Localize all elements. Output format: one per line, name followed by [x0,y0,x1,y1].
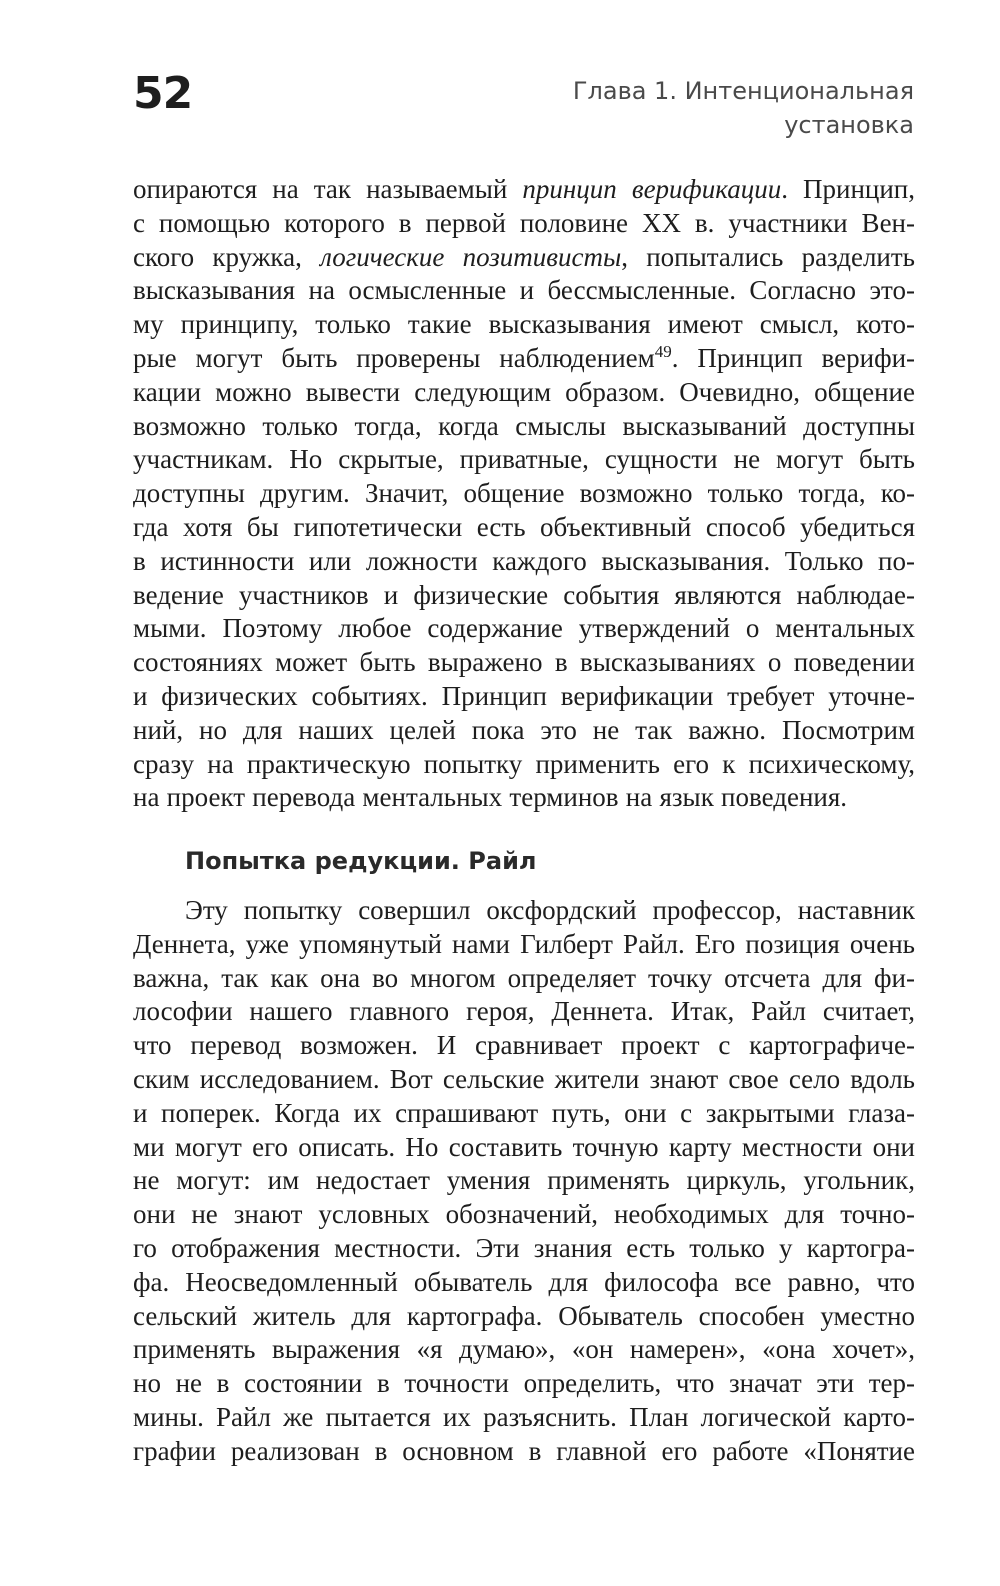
text-line: на проект перевода ментальных терминов на язык поведения. [133,782,848,813]
chapter-title-line: Глава 1. Интенциональная [572,77,914,105]
text-line: кации можно вывести следующим образом. Очевидно, общение [133,376,915,407]
text-line: ми могут его описать. Но составить точную карту местности они [133,1131,915,1162]
text-line: сразу на практическую попытку применить его к психическому, [133,748,915,779]
text-line: опираются на так называемый принцип верификации. Принцип, [133,174,916,204]
italic-term: принцип верификации [522,174,782,204]
text-line: Эту попытку совершил оксфордский профессор, наставник [185,895,915,925]
text-line: фа. Неосведомленный обыватель для философа все равно, что [133,1266,915,1297]
text-line: Деннета, уже упомянутый нами Гилберт Райл. Его позиция очень [133,928,915,959]
footnote-reference[interactable]: 49 [654,341,672,361]
text-line: и физических событиях. Принцип верификации требует уточне- [133,680,915,711]
text-line: но не в состоянии в точности определить, что значат эти тер- [133,1368,915,1399]
text-line: мины. Райл же пытается их разъяснить. План логической карто- [133,1401,915,1432]
text-line: ского кружка, логические позитивисты, попытались разделить [133,241,915,272]
text-line: му принципу, только такие высказывания имеют смысл, кото- [133,309,915,340]
text-line: ским исследованием. Вот сельские жители знают свое село вдоль [133,1063,915,1094]
paragraph-continued [133,173,915,815]
italic-term: логические позитивисты [320,241,622,272]
paragraph [133,894,915,1469]
chapter-title-line: установка [784,111,914,139]
text-line: доступны другим. Значит, общение возможно только тогда, ко- [133,478,915,509]
text-line: ведение участников и физические события являются наблюдае- [133,579,915,610]
text-line: важна, так как она во многом определяет точку отсчета для фи- [133,962,915,993]
text-line: участникам. Но скрытые, приватные, сущности не могут быть [133,444,915,475]
text-line: что перевод возможен. И сравнивает проект с картографиче- [133,1030,915,1061]
text-line: в истинности или ложности каждого высказывания. Только по- [133,545,915,576]
text-line: лософии нашего главного героя, Деннета. Итак, Райл считает, [133,996,915,1027]
text-line: возможно только тогда, когда смыслы высказываний доступны [133,410,915,441]
text-line: высказывания на осмысленные и бессмысленные. Согласно это- [133,275,915,306]
text-line: графии реализован в основном в главной его работе «Понятие [133,1435,915,1466]
text-line: мыми. Поэтому любое содержание утверждений о ментальных [133,613,915,644]
text-line: состояниях может быть выражено в высказываниях о поведении [133,647,915,678]
text-line: гда хотя бы гипотетически есть объективный способ убедиться [133,511,915,542]
page-number: 52 [133,68,193,119]
text-line: применять выражения «я думаю», «он намерен», «она хочет», [133,1334,915,1365]
text-line: рые могут быть проверены наблюдением$^{49}$. Принцип верифи- [133,341,916,373]
text-line: сельский житель для картографа. Обыватель способен уместно [133,1300,915,1331]
text-line: и поперек. Когда их спрашивают путь, они с закрытыми глаза- [133,1097,915,1128]
text-line: ний, но для наших целей пока это не так важно. Посмотрим [133,714,915,745]
text-line: с помощью которого в первой половине XX в. участники Вен- [133,207,915,238]
running-header [554,74,914,142]
text-line: не могут: им недостает умения применять циркуль, угольник, [133,1165,915,1196]
text-line: они не знают условных обозначений, необходимых для точно- [133,1199,915,1230]
section-heading: Попытка редукции. Райл [185,847,537,875]
text-line: го отображения местности. Эти знания есть только у картогра- [133,1232,915,1263]
